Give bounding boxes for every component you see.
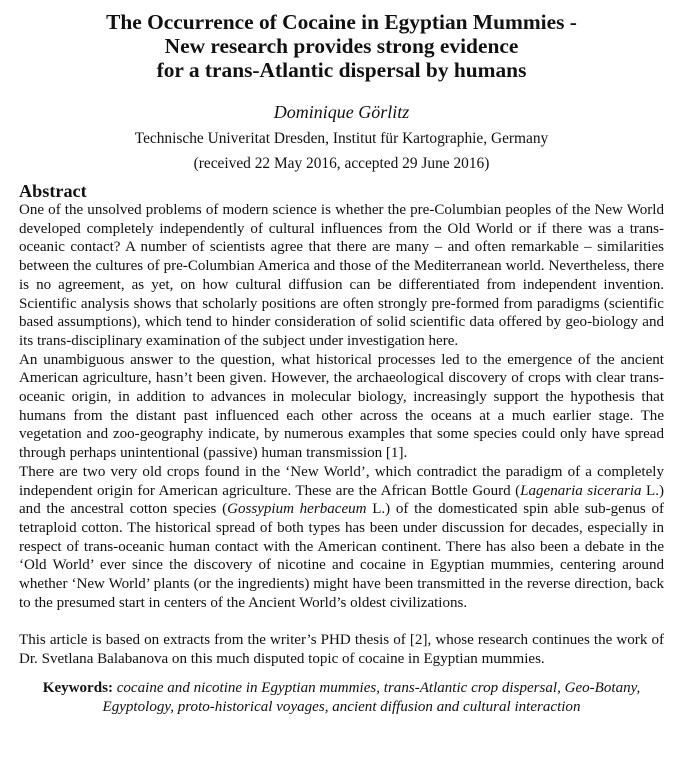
abstract-paragraph-2: An unambiguous answer to the question, what historical processes led to the emergence of the ancient American agriculture, hasn’t been given. However, the archaeological discovery of crops with clear trans-oceanic origin, in addition to advances in molecular biology, increasingly support the hypothesis that humans from the distant past influenced each other across the oceans at a much earlier stage. The vegetation and zoo-geography indicate, by numerous examples that some species could only have spread through perhaps unintentional (passive) human transmission [1]. — [19, 351, 664, 462]
abstract-paragraph-4: This article is based on extracts from the writer’s PHD thesis of [2], whose research continues the work of Dr. Svetlana Balabanova on this much disputed topic of cocaine in Egyptian mummies. — [19, 632, 664, 668]
paper-title — [19, 10, 664, 82]
abstract-paragraph-3 — [19, 463, 664, 613]
title-line-3: for a trans-Atlantic dispersal by humans — [156, 58, 527, 82]
species-gossypium: Gossypium herbaceum — [227, 501, 367, 518]
keywords-label: Keywords: — [42, 679, 113, 696]
author-affiliation: Technische Univeritat Dresden, Institut für Kartographie, Germany — [134, 130, 549, 147]
species-lagenaria: Lagenaria siceraria — [520, 482, 642, 499]
title-line-1: The Occurrence of Cocaine in Egyptian Mummies - — [106, 10, 577, 34]
keywords-text: cocaine and nicotine in Egyptian mummies, trans-Atlantic crop dispersal, Geo-Botany, Egyptology, proto-historical voyages, ancient diffusion and cultural interaction — [102, 679, 641, 715]
received-dates: (received 22 May 2016, accepted 29 June 2016) — [193, 155, 490, 172]
p3-text-a: There are two very old crops found in the ‘New World’, which contradict the paradigm of a completely independent origin for American agriculture. These are the African Bottle Gourd ( — [19, 463, 664, 499]
author-name: Dominique Görlitz — [273, 102, 410, 122]
title-line-2: New research provides strong evidence — [164, 34, 519, 58]
paragraph-gap — [19, 612, 664, 631]
abstract-paragraph-1: One of the unsolved problems of modern science is whether the pre-Columbian peoples of the New World developed completely independently of cultural influences from the Old World or if there was a trans-oceanic contact? A number of scientists agree that there are many – and often remarkable – similarities between the cultures of pre-Columbian America and those of the Mediterranean world. Nevertheless, there is no agreement, as yet, on how cultural diffusion can be differentiated from independent invention. Scientific analysis shows that scholarly positions are often strongly pre-formed from paradigms (scientific based assumptions), which tend to hinder consideration of solid scientific data offered by geo-biology and its trans-disciplinary examination of the subject under investigation here. — [19, 202, 664, 349]
abstract-heading: Abstract — [19, 181, 87, 201]
p3-text-b: L.) and the ancestral cotton species ( — [19, 482, 665, 518]
keywords — [19, 679, 664, 716]
p3-text-c: L.) of the domesticated spin able sub-genus of tetraploid cotton. The historical spread of both types has been under discussion for decades, especially in respect of trans-oceanic human contact with the American continent. There has also been a debate in the ‘Old World’ ever since the discovery of nicotine and cocaine in Egyptian mummies, centering around whether ‘New World’ plants (or the ingredients) might have been transmitted in the reverse direction, back to the presumed start in centers of the Ancient World’s oldest civilizations. — [19, 501, 664, 611]
